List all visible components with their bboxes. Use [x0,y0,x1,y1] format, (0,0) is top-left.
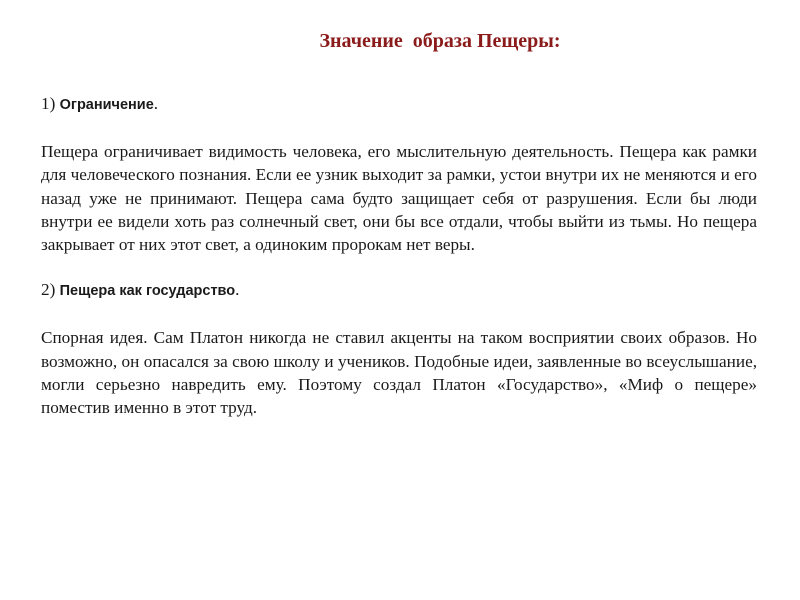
slide-title: Значение образа Пещеры: [319,30,561,52]
section-2-text: Спорная идея. Сам Платон никогда не ставил акценты на таком восприятии своих образов. Но возможно, он опасался за свою школу и учеников. Подобные идеи, заявленные во всеуслышание, могли серьезно навредить ему. Поэтому создал Платон «Государство», «Миф о пещере» поместив именно в этот труд. [41,328,757,418]
section-1-suffix: . [153,94,159,113]
slide-content [41,92,757,419]
section-1-heading [41,92,757,117]
section-2-number: 2) [41,280,60,300]
section-1-text: Пещера ограничивает видимость человека, его мыслительную деятельность. Пещера как рамки для человеческого познания. Если ее узник выходит за рамки, устои внутри их не меняются и его назад уже не принимают. Пещера сама будто защищает себя от разрушения. Если бы люди внутри ее видели хоть раз солнечный свет, они бы все отдали, чтобы выйти из тьмы. Но пещера закрывает от них этот свет, а одиноким пророкам нет веры. [41,142,757,255]
section-1-label: Ограничение [59,97,154,113]
section-2-label: Пещера как государство [59,283,236,300]
section-2-suffix: . [235,280,240,300]
section-1-number: 1) [41,94,60,113]
section-2-heading [41,278,757,303]
